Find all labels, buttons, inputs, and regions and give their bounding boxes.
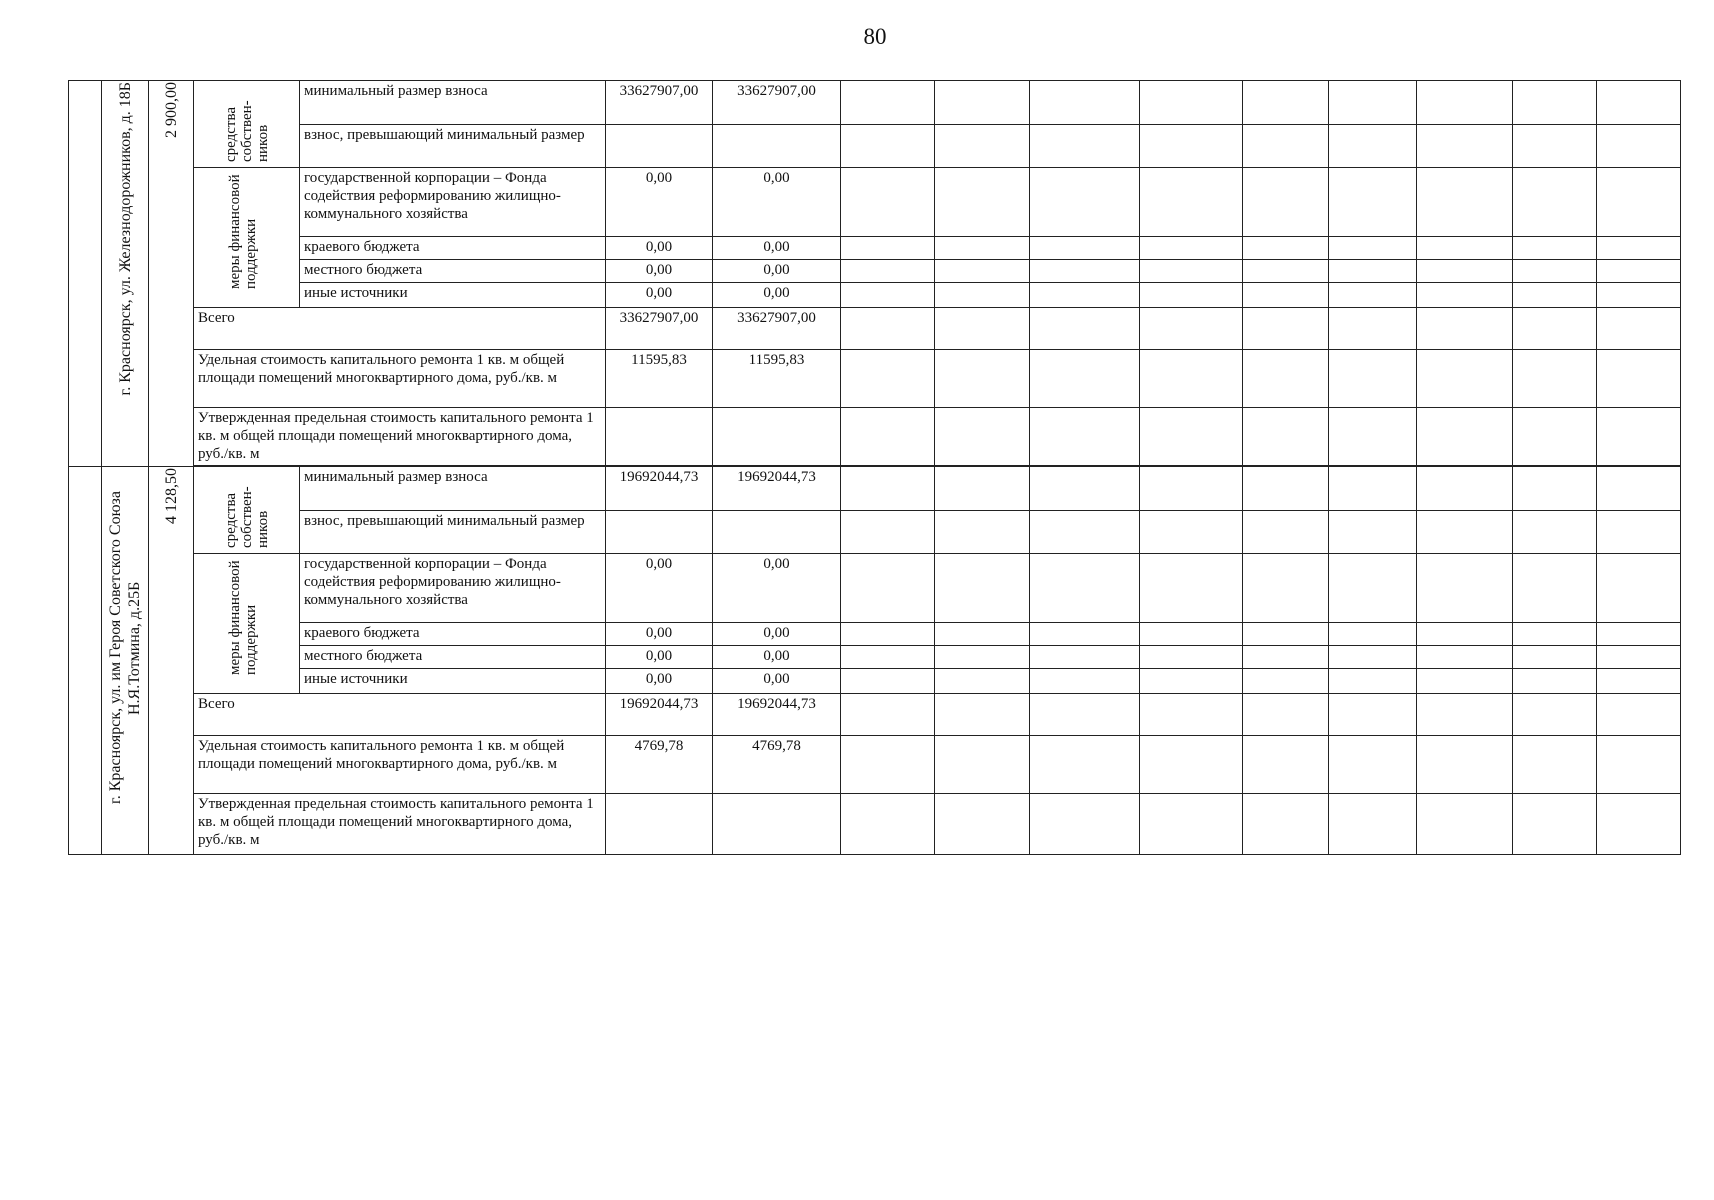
value-cell: 33627907,00 (713, 308, 841, 350)
row-label: иные источники (300, 283, 606, 308)
value-cell: 0,00 (713, 168, 841, 237)
building-area: 2 900,00 (162, 82, 180, 138)
table-row (69, 308, 1681, 350)
row-label: краевого бюджета (300, 623, 606, 646)
page-number: 80 (863, 24, 887, 49)
table-row (69, 350, 1681, 408)
value-cell: 4769,78 (606, 736, 713, 794)
value-cell: 0,00 (606, 283, 713, 308)
total-label: Всего (194, 308, 606, 350)
total-label: Всего (194, 694, 606, 736)
value-cell: 19692044,73 (606, 467, 713, 511)
row-label: краевого бюджета (300, 237, 606, 260)
approved-max-cost-label: Утвержденная предельная стоимость капитального ремонта 1 кв. м общей площади помещений многоквартирного дома, руб./кв. м (194, 408, 606, 466)
value-cell: 33627907,00 (606, 308, 713, 350)
row-label: государственной корпорации – Фонда содействия реформированию жилищно-коммунального хозяйства (300, 168, 606, 237)
value-cell (713, 124, 841, 168)
owner-funds-label: средства собствен-ников (222, 486, 271, 548)
table-row (69, 669, 1681, 694)
building-area: 4 128,50 (162, 468, 180, 524)
row-label: местного бюджета (300, 260, 606, 283)
support-measures-cell (194, 168, 300, 308)
support-measures-label: меры финансовой поддержки (226, 560, 259, 675)
value-cell (606, 794, 713, 855)
address-cell (102, 81, 149, 467)
table-row (69, 736, 1681, 794)
unit-cost-label: Удельная стоимость капитального ремонта 1 кв. м общей площади помещений многоквартирного дома, руб./кв. м (194, 736, 606, 794)
unit-cost-label: Удельная стоимость капитального ремонта 1 кв. м общей площади помещений многоквартирного дома, руб./кв. м (194, 350, 606, 408)
area-cell (149, 467, 194, 855)
owner-funds-label: средства собствен-ников (222, 100, 271, 162)
row-label: минимальный размер взноса (300, 81, 606, 125)
value-cell: 0,00 (713, 669, 841, 694)
value-cell (713, 510, 841, 554)
value-cell: 0,00 (713, 554, 841, 623)
value-cell (606, 510, 713, 554)
value-cell (606, 124, 713, 168)
table-row (69, 408, 1681, 466)
value-cell: 19692044,73 (713, 467, 841, 511)
table-row (69, 623, 1681, 646)
table-row (69, 124, 1681, 168)
value-cell: 0,00 (606, 237, 713, 260)
value-cell: 19692044,73 (713, 694, 841, 736)
value-cell: 19692044,73 (606, 694, 713, 736)
table-row (69, 81, 1681, 125)
table-row (69, 694, 1681, 736)
owner-funds-cell (194, 467, 300, 554)
table-row (69, 510, 1681, 554)
support-measures-cell (194, 554, 300, 694)
value-cell: 0,00 (606, 260, 713, 283)
value-cell: 0,00 (713, 646, 841, 669)
value-cell: 11595,83 (606, 350, 713, 408)
table-row (69, 283, 1681, 308)
approved-max-cost-label: Утвержденная предельная стоимость капитального ремонта 1 кв. м общей площади помещений многоквартирного дома, руб./кв. м (194, 794, 606, 855)
value-cell (606, 408, 713, 466)
empty-cell (69, 467, 102, 855)
row-label: минимальный размер взноса (300, 467, 606, 511)
row-label: взнос, превышающий минимальный размер (300, 124, 606, 168)
value-cell: 0,00 (713, 260, 841, 283)
table-row (69, 646, 1681, 669)
value-cell: 0,00 (606, 669, 713, 694)
value-cell: 0,00 (713, 283, 841, 308)
value-cell: 0,00 (713, 237, 841, 260)
value-cell: 0,00 (606, 623, 713, 646)
value-cell: 0,00 (606, 168, 713, 237)
value-cell: 0,00 (606, 554, 713, 623)
value-cell: 4769,78 (713, 736, 841, 794)
area-cell (149, 81, 194, 467)
value-cell: 33627907,00 (713, 81, 841, 125)
value-cell: 11595,83 (713, 350, 841, 408)
table-row (69, 467, 1681, 511)
row-label: государственной корпорации – Фонда содействия реформированию жилищно-коммунального хозяйства (300, 554, 606, 623)
value-cell: 33627907,00 (606, 81, 713, 125)
row-label: местного бюджета (300, 646, 606, 669)
table-row (69, 794, 1681, 855)
owner-funds-cell (194, 81, 300, 168)
empty-cell (69, 81, 102, 467)
table-row (69, 168, 1681, 237)
building-address: г. Красноярск, ул. им Героя Советского Союза Н.Я.Тотмина, д.25Б (107, 491, 143, 805)
capital-repair-financing-table (68, 80, 1681, 855)
table-row (69, 260, 1681, 283)
row-label: иные источники (300, 669, 606, 694)
table-row (69, 237, 1681, 260)
row-label: взнос, превышающий минимальный размер (300, 510, 606, 554)
value-cell: 0,00 (713, 623, 841, 646)
table-row (69, 554, 1681, 623)
value-cell (713, 408, 841, 466)
value-cell: 0,00 (606, 646, 713, 669)
building-address: г. Красноярск, ул. Железнодорожников, д. 18Б (116, 82, 134, 396)
address-cell (102, 467, 149, 855)
value-cell (713, 794, 841, 855)
support-measures-label: меры финансовой поддержки (226, 174, 259, 289)
